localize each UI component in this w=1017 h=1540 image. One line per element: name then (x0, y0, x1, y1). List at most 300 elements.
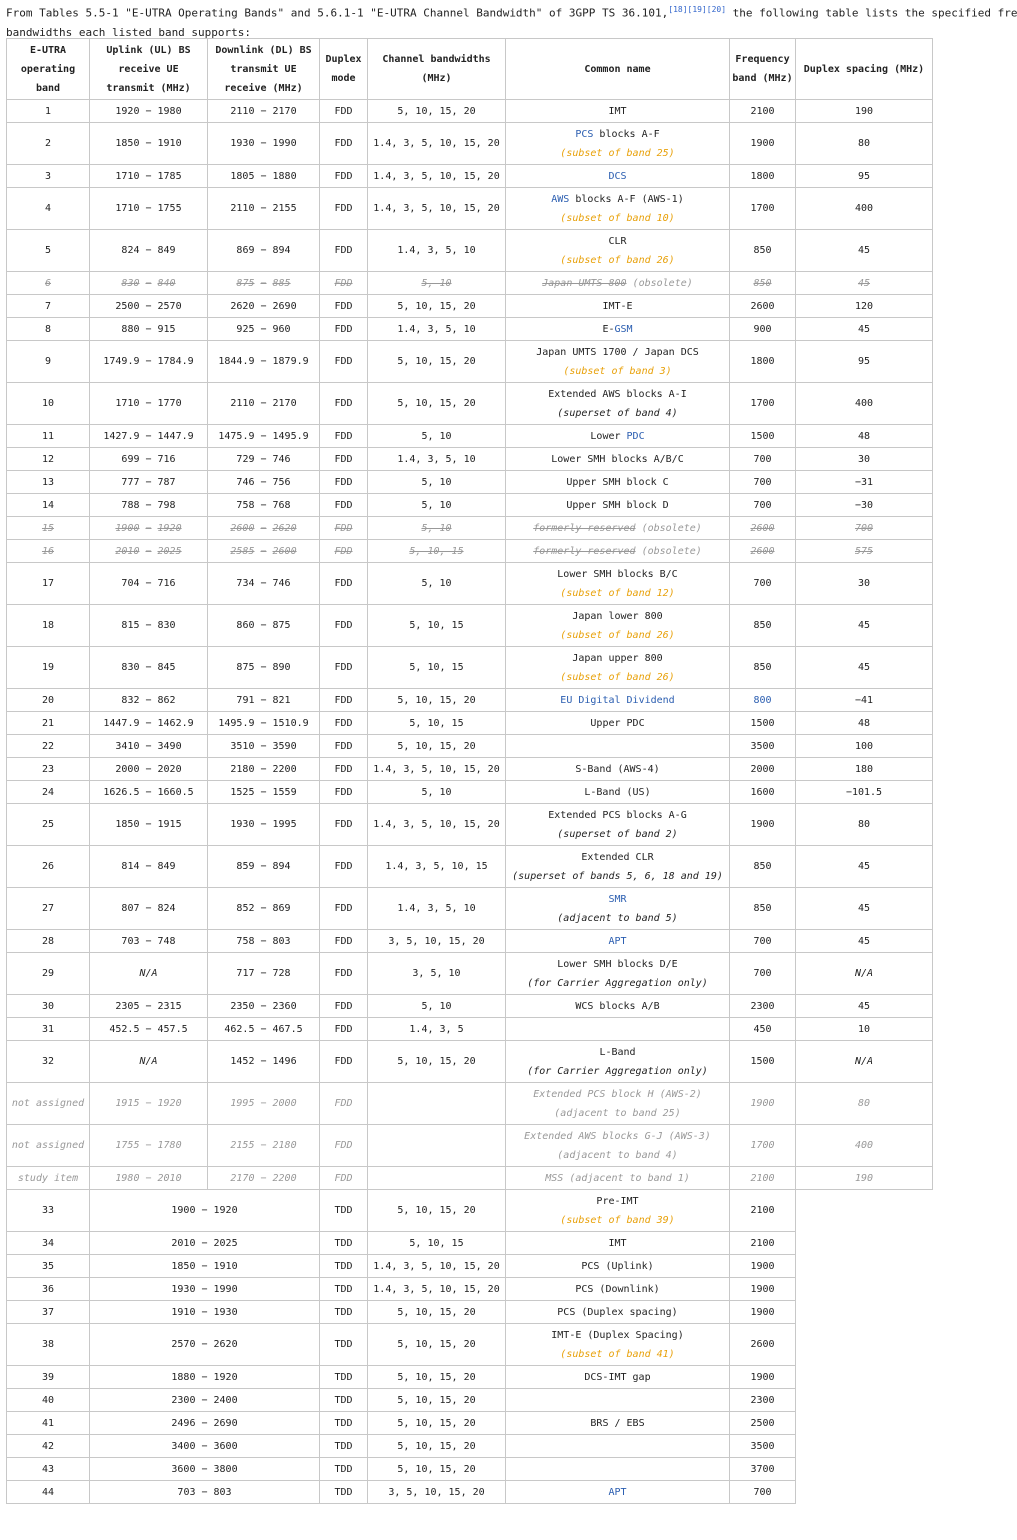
downlink-range (208, 563, 320, 605)
uplink-range (90, 953, 208, 995)
uplink-range (90, 517, 208, 540)
common-name-cell (506, 272, 730, 295)
frequency-band: 700 (730, 494, 796, 517)
uplink-range (90, 781, 208, 804)
table-row (7, 1167, 933, 1190)
downlink-range-end: 2200 (272, 1172, 297, 1184)
downlink-range (208, 295, 320, 318)
frequency-band: 1700 (730, 188, 796, 230)
common-name (608, 894, 626, 905)
common-name-note: (superset of band 2) (557, 828, 678, 840)
tdd-range-start: 2300 (171, 1394, 196, 1406)
frequency-band: 3500 (730, 1435, 796, 1458)
duplex-spacing: −30 (796, 494, 933, 517)
uplink-range-dash: − (145, 819, 152, 830)
uplink-range-dash: − (145, 245, 152, 256)
common-name-note: (adjacent to band 25) (554, 1107, 681, 1119)
downlink-range-end: 1495.9 (272, 430, 309, 442)
uplink-range (90, 188, 208, 230)
tdd-range-end: 1990 (213, 1283, 238, 1295)
downlink-range-end: 2600 (272, 545, 297, 557)
duplex-mode: FDD (320, 540, 368, 563)
uplink-range-start: 880 (121, 323, 140, 335)
frequency-band: 800 (730, 689, 796, 712)
duplex-spacing: 80 (796, 1083, 933, 1125)
common-name: BRS / EBS (590, 1417, 645, 1429)
duplex-mode: FDD (320, 846, 368, 888)
band-number: 20 (7, 689, 90, 712)
frequency-band: 2100 (730, 1167, 796, 1190)
uplink-range-start: 1755 (115, 1140, 140, 1151)
table-row (7, 1481, 933, 1504)
common-name-cell (506, 165, 730, 188)
table-row (7, 383, 933, 425)
downlink-range-dash: − (260, 763, 267, 775)
uplink-range-end: 1770 (157, 398, 182, 409)
duplex-mode: FDD (320, 165, 368, 188)
downlink-range-start: 2180 (230, 763, 255, 775)
downlink-range-end: 746 (272, 578, 291, 589)
duplex-spacing: −31 (796, 471, 933, 494)
uplink-range-start: 2010 (115, 545, 140, 557)
common-name-cell (506, 1232, 730, 1255)
duplex-mode: FDD (320, 804, 368, 846)
downlink-range-start: 3510 (230, 740, 255, 752)
common-name-cell (506, 318, 730, 341)
channel-bandwidths: 3, 5, 10, 15, 20 (368, 930, 506, 953)
frequency-band: 1600 (730, 781, 796, 804)
downlink-range (208, 1125, 320, 1167)
channel-bandwidths: 1.4, 3, 5, 10, 15, 20 (368, 123, 506, 165)
common-name-cell (506, 689, 730, 712)
frequency-band: 1900 (730, 1255, 796, 1278)
common-name-link[interactable]: PCS (575, 128, 594, 140)
uplink-range (90, 804, 208, 846)
table-row (7, 605, 933, 647)
duplex-mode: FDD (320, 689, 368, 712)
common-name: Upper SMH block D (566, 499, 669, 511)
downlink-range-dash: − (260, 662, 267, 673)
table-row (7, 647, 933, 689)
common-name-note: (subset of band 26) (560, 629, 675, 641)
header-uplink: Uplink (UL) BS receive UE transmit (MHz) (90, 39, 208, 100)
band-number: 44 (7, 1481, 90, 1504)
downlink-range-dash: − (260, 138, 267, 149)
tdd-range (90, 1278, 320, 1301)
duplex-spacing: 700 (796, 517, 933, 540)
tdd-range-end: 803 (213, 1486, 232, 1498)
common-name: Lower PDC (590, 430, 645, 442)
table-row (7, 1041, 933, 1083)
downlink-range-dash: − (260, 476, 267, 488)
band-number: 9 (7, 341, 90, 383)
table-row (7, 1324, 933, 1366)
downlink-range-dash: − (260, 1000, 267, 1012)
table-row (7, 930, 933, 953)
band-number: 2 (7, 123, 90, 165)
common-name: Lower SMH blocks B/C (557, 568, 678, 580)
band-number: 13 (7, 471, 90, 494)
uplink-range-start: 1710 (115, 203, 140, 214)
band-number: 18 (7, 605, 90, 647)
intro-text (0, 0, 1017, 39)
common-name-cell (506, 123, 730, 165)
common-name-note: (subset of band 12) (560, 587, 675, 599)
header-band: E-UTRA operating band (7, 39, 90, 100)
common-name-link[interactable]: GSM (614, 323, 633, 335)
uplink-range (90, 295, 208, 318)
frequency-band: 3500 (730, 735, 796, 758)
band-number: 25 (7, 804, 90, 846)
channel-bandwidths: 5, 10, 15, 20 (368, 1324, 506, 1366)
common-name-note: (subset of band 26) (560, 254, 675, 266)
common-name (560, 695, 674, 706)
table-row (7, 846, 933, 888)
table-row (7, 471, 933, 494)
band-number: 6 (7, 272, 90, 295)
uplink-range (90, 123, 208, 165)
duplex-spacing: −41 (796, 689, 933, 712)
uplink-range (90, 540, 208, 563)
citation-refs[interactable]: [18][19][20] (668, 5, 727, 14)
duplex-mode: TDD (320, 1366, 368, 1389)
frequency-band: 1500 (730, 712, 796, 735)
downlink-range-end: 1880 (272, 170, 297, 182)
channel-bandwidths: 5, 10 (368, 781, 506, 804)
channel-bandwidths (368, 1125, 506, 1167)
downlink-range-end: 885 (272, 277, 291, 289)
duplex-mode: FDD (320, 1125, 368, 1167)
downlink-range-end: 890 (272, 662, 291, 673)
common-name-cell (506, 1255, 730, 1278)
downlink-range (208, 517, 320, 540)
common-name-cell (506, 846, 730, 888)
uplink-range-dash: − (145, 277, 152, 289)
channel-bandwidths: 5, 10, 15, 20 (368, 1389, 506, 1412)
duplex-mode: FDD (320, 471, 368, 494)
uplink-range-end: 2025 (157, 545, 182, 557)
frequency-band: 1500 (730, 425, 796, 448)
downlink-range-start: 746 (236, 476, 255, 488)
common-name: Upper SMH block C (566, 476, 669, 488)
tdd-range-start: 703 (177, 1486, 196, 1498)
frequency-band: 1900 (730, 1083, 796, 1125)
common-name-note: (obsolete) (626, 277, 693, 289)
downlink-range (208, 540, 320, 563)
downlink-range-end: 756 (272, 476, 291, 488)
duplex-mode: FDD (320, 318, 368, 341)
duplex-spacing: −101.5 (796, 781, 933, 804)
uplink-range-start: 704 (121, 578, 140, 589)
common-name-link[interactable]: AWS (551, 193, 570, 205)
band-number: 19 (7, 647, 90, 689)
table-body (7, 100, 933, 1504)
tdd-range-end: 1920 (213, 1371, 238, 1383)
tdd-range-dash: − (201, 1463, 208, 1475)
common-name-cell (506, 1435, 730, 1458)
channel-bandwidths: 1.4, 3, 5 (368, 1018, 506, 1041)
downlink-range-dash: − (260, 861, 267, 872)
lte-bands-table (6, 38, 933, 1504)
common-name-note: (subset of band 10) (560, 212, 675, 224)
downlink-range-end: 768 (272, 499, 291, 511)
downlink-range (208, 123, 320, 165)
duplex-spacing: 48 (796, 712, 933, 735)
common-name-link[interactable]: DCS (608, 170, 627, 182)
downlink-range (208, 804, 320, 846)
duplex-spacing: 100 (796, 735, 933, 758)
downlink-range-dash: − (260, 522, 267, 534)
duplex-spacing: 45 (796, 647, 933, 689)
downlink-range-dash: − (260, 935, 267, 947)
downlink-range-start: 875 (236, 662, 255, 673)
channel-bandwidths: 5, 10, 15 (368, 540, 506, 563)
uplink-range-dash: − (145, 398, 152, 409)
duplex-spacing: 400 (796, 188, 933, 230)
table-row (7, 1366, 933, 1389)
band-number: 24 (7, 781, 90, 804)
duplex-mode: TDD (320, 1190, 368, 1232)
uplink-range-dash: − (145, 935, 152, 947)
duplex-spacing: 80 (796, 123, 933, 165)
tdd-range-start: 2570 (171, 1339, 196, 1350)
channel-bandwidths: 1.4, 3, 5, 10, 15, 20 (368, 165, 506, 188)
common-name-cell (506, 1018, 730, 1041)
common-name: formerly reserved (533, 545, 636, 557)
frequency-band: 850 (730, 888, 796, 930)
channel-bandwidths: 5, 10, 15, 20 (368, 1041, 506, 1083)
uplink-range-start: 807 (121, 903, 140, 914)
tdd-range-end: 2025 (213, 1237, 238, 1249)
channel-bandwidths: 1.4, 3, 5, 10, 15, 20 (368, 804, 506, 846)
uplink-range-end: 840 (157, 277, 176, 289)
frequency-band: 2100 (730, 1232, 796, 1255)
duplex-mode: FDD (320, 647, 368, 689)
uplink-range-dash: − (145, 476, 152, 488)
band-number: 33 (7, 1190, 90, 1232)
table-row (7, 953, 933, 995)
common-name-cell (506, 471, 730, 494)
table-row (7, 995, 933, 1018)
duplex-spacing: 180 (796, 758, 933, 781)
band-number: 5 (7, 230, 90, 272)
table-row (7, 1389, 933, 1412)
common-name-cell (506, 1324, 730, 1366)
downlink-range-end: 2180 (272, 1140, 297, 1151)
channel-bandwidths: 5, 10, 15 (368, 647, 506, 689)
common-name-cell (506, 540, 730, 563)
common-name-cell (506, 295, 730, 318)
uplink-range (90, 100, 208, 123)
downlink-range-dash: − (260, 105, 267, 117)
uplink-range-end: 915 (157, 323, 176, 335)
tdd-range-dash: − (201, 1417, 208, 1429)
duplex-mode: FDD (320, 448, 368, 471)
table-row (7, 1435, 933, 1458)
common-name-link[interactable]: APT (608, 1486, 627, 1498)
downlink-range-start: 1495.9 (218, 717, 255, 729)
uplink-range-dash: − (145, 545, 152, 557)
common-name-link[interactable]: PDC (626, 430, 645, 442)
frequency-band: 1900 (730, 1366, 796, 1389)
uplink-range-dash: − (145, 453, 152, 465)
common-name-cell (506, 1458, 730, 1481)
downlink-range-dash: − (260, 1172, 267, 1184)
downlink-range-start: 1805 (230, 170, 255, 182)
tdd-range-start: 1850 (171, 1260, 196, 1272)
uplink-range (90, 735, 208, 758)
uplink-range-end: 1980 (157, 105, 182, 117)
downlink-range-start: 925 (236, 323, 255, 335)
uplink-range-end: 1920 (157, 1098, 182, 1109)
downlink-range-start: 758 (236, 935, 255, 947)
uplink-range-end: 824 (157, 903, 176, 914)
downlink-range-end: 1990 (272, 138, 297, 149)
band-number: 37 (7, 1301, 90, 1324)
tdd-range (90, 1366, 320, 1389)
header-duplex-spacing: Duplex spacing (MHz) (796, 39, 933, 100)
uplink-range-dash: − (145, 620, 152, 631)
common-name-note: (superset of band 4) (557, 407, 678, 419)
common-name-cell (506, 1083, 730, 1125)
downlink-range-end: 746 (272, 453, 291, 465)
downlink-range-dash: − (260, 170, 267, 182)
uplink-range-end: 457.5 (157, 1023, 188, 1035)
common-name-link[interactable]: APT (608, 935, 627, 947)
frequency-band: 1800 (730, 165, 796, 188)
downlink-range-dash: − (260, 903, 267, 914)
downlink-range-end: 1879.9 (272, 356, 309, 367)
common-name-cell (506, 341, 730, 383)
duplex-mode: TDD (320, 1301, 368, 1324)
band-number: 11 (7, 425, 90, 448)
uplink-range-dash: − (145, 1098, 152, 1109)
channel-bandwidths: 1.4, 3, 5, 10, 15 (368, 846, 506, 888)
common-name: PCS (Duplex spacing) (557, 1306, 678, 1318)
uplink-range (90, 605, 208, 647)
downlink-range (208, 1041, 320, 1083)
channel-bandwidths: 5, 10, 15, 20 (368, 1412, 506, 1435)
table-row (7, 1190, 933, 1232)
band-number: 23 (7, 758, 90, 781)
uplink-range-dash: − (145, 861, 152, 872)
table-row (7, 1458, 933, 1481)
band-number: 35 (7, 1255, 90, 1278)
tdd-range (90, 1435, 320, 1458)
uplink-range-start: 832 (121, 694, 140, 706)
downlink-range-dash: − (260, 786, 267, 798)
tdd-range-start: 2496 (171, 1417, 196, 1429)
channel-bandwidths: 5, 10 (368, 517, 506, 540)
frequency-band: 1900 (730, 1301, 796, 1324)
band-number: 39 (7, 1366, 90, 1389)
frequency-band: 1800 (730, 341, 796, 383)
downlink-range-start: 791 (236, 694, 255, 706)
downlink-range (208, 758, 320, 781)
common-name-cell (506, 758, 730, 781)
channel-bandwidths: 5, 10, 15, 20 (368, 1458, 506, 1481)
downlink-range (208, 953, 320, 995)
common-name: PCS blocks A-F (575, 128, 660, 140)
channel-bandwidths: 1.4, 3, 5, 10 (368, 448, 506, 471)
common-name: IMT-E (602, 300, 633, 312)
duplex-spacing: N/A (796, 1041, 933, 1083)
common-name-link[interactable]: EU Digital Dividend (560, 694, 675, 706)
common-name: CLR (608, 235, 627, 247)
uplink-range-dash: − (145, 717, 152, 729)
uplink-range-dash: − (145, 499, 152, 511)
header-common-name: Common name (506, 39, 730, 100)
downlink-range (208, 425, 320, 448)
channel-bandwidths: 5, 10, 15, 20 (368, 1366, 506, 1389)
band-number: 40 (7, 1389, 90, 1412)
downlink-range-start: 2350 (230, 1000, 255, 1012)
duplex-spacing: 45 (796, 318, 933, 341)
downlink-range (208, 100, 320, 123)
common-name: AWS blocks A-F (AWS-1) (551, 193, 684, 205)
table-row (7, 781, 933, 804)
common-name-cell (506, 647, 730, 689)
empty-cell (796, 1232, 933, 1255)
downlink-range-start: 758 (236, 499, 255, 511)
downlink-range-end: 875 (272, 620, 291, 631)
common-name-cell (506, 605, 730, 647)
common-name: formerly reserved (533, 522, 636, 534)
duplex-spacing: 400 (796, 1125, 933, 1167)
duplex-mode: TDD (320, 1389, 368, 1412)
frequency-band: 2600 (730, 295, 796, 318)
duplex-spacing: N/A (796, 953, 933, 995)
uplink-range-dash: − (145, 1140, 152, 1151)
uplink-range-start: 1850 (115, 138, 140, 149)
common-name: Japan lower 800 (572, 610, 663, 622)
channel-bandwidths: 5, 10, 15 (368, 1232, 506, 1255)
duplex-mode: FDD (320, 1083, 368, 1125)
duplex-mode: FDD (320, 295, 368, 318)
common-name: Extended AWS blocks A-I (548, 388, 687, 400)
tdd-range-end: 2620 (213, 1339, 238, 1350)
tdd-range-dash: − (201, 1486, 208, 1498)
channel-bandwidths: 5, 10, 15, 20 (368, 689, 506, 712)
duplex-spacing: 45 (796, 272, 933, 295)
downlink-range (208, 888, 320, 930)
downlink-range (208, 318, 320, 341)
channel-bandwidths: 1.4, 3, 5, 10 (368, 888, 506, 930)
common-name-link[interactable]: SMR (608, 893, 627, 905)
downlink-range (208, 689, 320, 712)
downlink-range-dash: − (260, 1056, 267, 1067)
downlink-range-start: 2585 (230, 545, 255, 557)
common-name-note: (adjacent to band 4) (557, 1149, 678, 1161)
tdd-range-dash: − (201, 1205, 208, 1216)
uplink-range-start: 777 (121, 476, 140, 488)
tdd-range-end: 3600 (213, 1440, 238, 1452)
uplink-range-start: 1850 (115, 819, 140, 830)
uplink-range (90, 230, 208, 272)
channel-bandwidths: 5, 10 (368, 494, 506, 517)
downlink-range-start: 852 (236, 903, 255, 914)
downlink-range-end: 1510.9 (272, 717, 309, 729)
tdd-range (90, 1389, 320, 1412)
uplink-range-dash: − (145, 138, 152, 149)
frequency-band: 2000 (730, 758, 796, 781)
band-number: 31 (7, 1018, 90, 1041)
downlink-range-start: 2600 (230, 522, 255, 534)
common-name: PCS (Downlink) (575, 1283, 660, 1295)
uplink-range (90, 563, 208, 605)
empty-cell (796, 1458, 933, 1481)
tdd-range-end: 3800 (213, 1463, 238, 1475)
